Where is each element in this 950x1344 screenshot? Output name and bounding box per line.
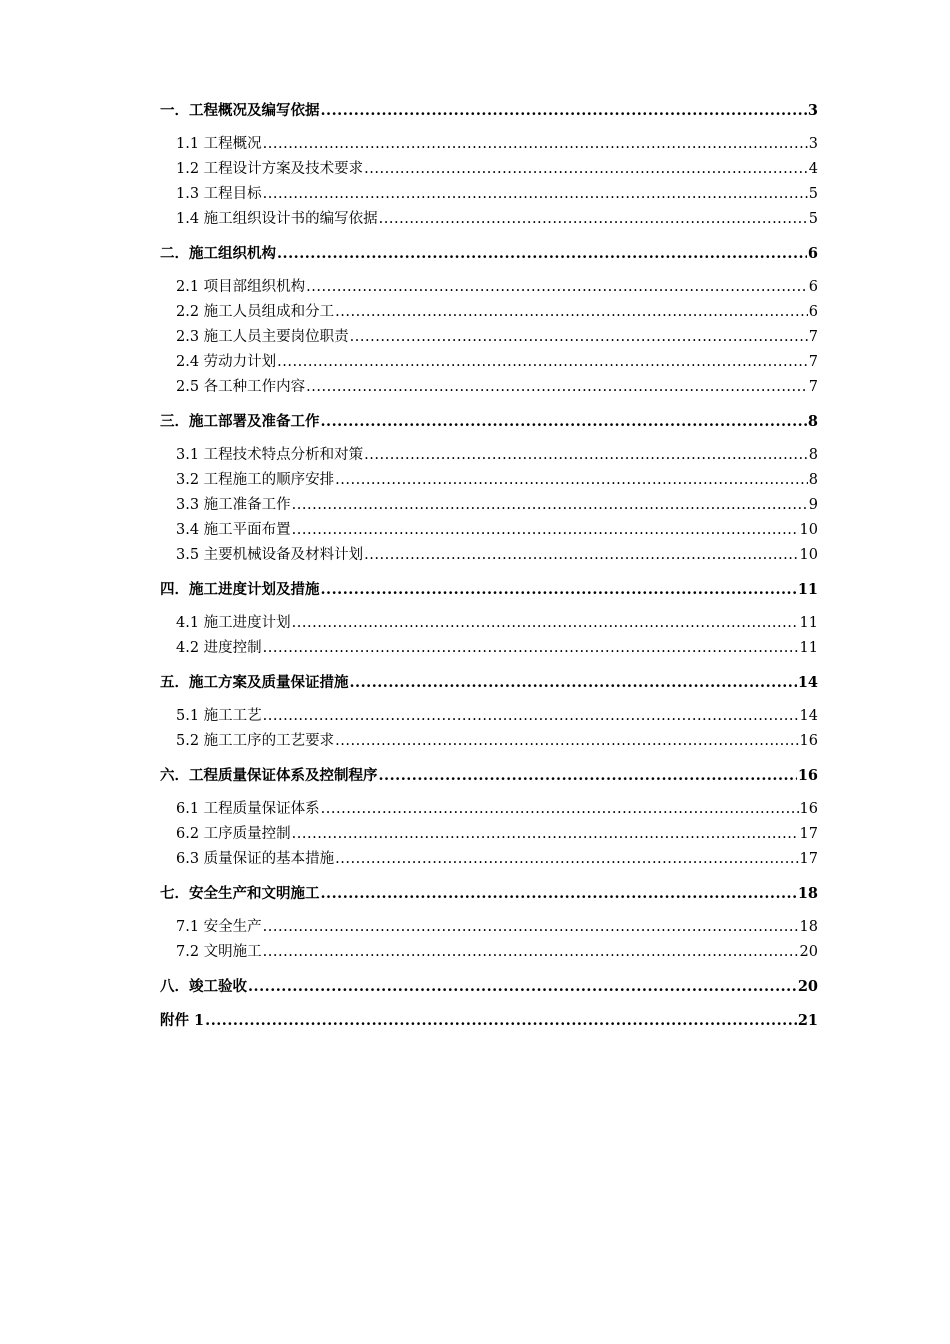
toc-page-number: 10 xyxy=(799,522,818,538)
toc-entry-title: 2.2 施工人员组成和分工 xyxy=(176,304,335,320)
toc-entry-title: 1.2 工程设计方案及技术要求 xyxy=(176,161,364,177)
toc-entry-title: 6.2 工序质量控制 xyxy=(176,826,291,842)
toc-dot-leader xyxy=(263,182,808,207)
toc-section-entry[interactable] xyxy=(160,350,818,375)
toc-dot-leader xyxy=(350,670,797,695)
toc-dot-leader xyxy=(321,797,799,822)
toc-dot-leader xyxy=(277,350,808,375)
toc-entry-title: 2.3 施工人员主要岗位职责 xyxy=(176,329,349,345)
toc-dot-leader xyxy=(364,543,798,568)
toc-entry-title: 6.1 工程质量保证体系 xyxy=(176,801,320,817)
toc-page-number: 11 xyxy=(799,640,818,656)
toc-chapter-entry[interactable] xyxy=(160,409,818,434)
toc-section-entry[interactable] xyxy=(160,468,818,493)
toc-dot-leader xyxy=(364,443,808,468)
toc-section-entry[interactable] xyxy=(160,611,818,636)
toc-page-number: 17 xyxy=(799,826,818,842)
toc-page-number: 14 xyxy=(799,708,818,724)
toc-chapter-entry[interactable] xyxy=(160,763,818,788)
toc-entry-title: 1.4 施工组织设计书的编写依据 xyxy=(176,211,378,227)
toc-entry-title: 6.3 质量保证的基本措施 xyxy=(176,851,335,867)
toc-entry-title: 5.1 施工工艺 xyxy=(176,708,262,724)
toc-entry-title: 2.5 各工种工作内容 xyxy=(176,379,306,395)
toc-entry-title: 三．施工部署及准备工作 xyxy=(160,413,320,430)
toc-page-number: 6 xyxy=(808,304,818,320)
toc-entry-title: 3.4 施工平面布置 xyxy=(176,522,291,538)
toc-page-number: 16 xyxy=(797,767,818,784)
toc-entry-title: 3.3 施工准备工作 xyxy=(176,497,291,513)
toc-entry-title: 一．工程概况及编写依据 xyxy=(160,102,320,119)
toc-page-number: 8 xyxy=(808,472,818,488)
toc-dot-leader xyxy=(263,704,799,729)
toc-dot-leader xyxy=(292,611,799,636)
toc-entry-title: 附件 1 xyxy=(160,1012,205,1029)
toc-page-number: 4 xyxy=(808,161,818,177)
toc-page-number: 16 xyxy=(799,733,818,749)
toc-chapter-entry[interactable] xyxy=(160,670,818,695)
toc-entry-title: 4.2 进度控制 xyxy=(176,640,262,656)
toc-chapter-entry[interactable] xyxy=(160,974,818,999)
toc-chapter-entry[interactable] xyxy=(160,881,818,906)
toc-page-number: 8 xyxy=(808,447,818,463)
toc-dot-leader xyxy=(263,940,799,965)
toc-dot-leader xyxy=(379,763,797,788)
toc-dot-leader xyxy=(263,636,799,661)
toc-page-number: 7 xyxy=(808,354,818,370)
toc-chapter-entry[interactable] xyxy=(160,98,818,123)
toc-section-entry[interactable] xyxy=(160,207,818,232)
toc-dot-leader xyxy=(335,468,808,493)
toc-section-entry[interactable] xyxy=(160,847,818,872)
toc-section-entry[interactable] xyxy=(160,275,818,300)
toc-dot-leader xyxy=(321,409,807,434)
toc-dot-leader xyxy=(364,157,808,182)
toc-section-entry[interactable] xyxy=(160,543,818,568)
toc-page-number: 5 xyxy=(808,186,818,202)
toc-page-number: 16 xyxy=(799,801,818,817)
toc-page-number: 20 xyxy=(799,944,818,960)
toc-dot-leader xyxy=(248,974,797,999)
toc-entry-title: 7.2 文明施工 xyxy=(176,944,262,960)
toc-dot-leader xyxy=(379,207,808,232)
toc-section-entry[interactable] xyxy=(160,182,818,207)
toc-dot-leader xyxy=(292,493,808,518)
toc-section-entry[interactable] xyxy=(160,636,818,661)
toc-entry-title: 2.1 项目部组织机构 xyxy=(176,279,306,295)
toc-dot-leader xyxy=(263,915,799,940)
toc-dot-leader xyxy=(335,847,798,872)
toc-section-entry[interactable] xyxy=(160,132,818,157)
toc-dot-leader xyxy=(306,375,808,400)
toc-section-entry[interactable] xyxy=(160,822,818,847)
toc-entry-title: 2.4 劳动力计划 xyxy=(176,354,277,370)
toc-entry-title: 4.1 施工进度计划 xyxy=(176,615,291,631)
toc-page-number: 11 xyxy=(797,581,818,598)
toc-section-entry[interactable] xyxy=(160,493,818,518)
toc-entry-title: 五．施工方案及质量保证措施 xyxy=(160,674,349,691)
toc-dot-leader xyxy=(335,729,798,754)
toc-entry-title: 1.3 工程目标 xyxy=(176,186,262,202)
toc-chapter-entry[interactable] xyxy=(160,241,818,266)
toc-section-entry[interactable] xyxy=(160,443,818,468)
toc-section-entry[interactable] xyxy=(160,157,818,182)
toc-dot-leader xyxy=(292,822,799,847)
toc-page-number: 11 xyxy=(799,615,818,631)
toc-page-number: 18 xyxy=(799,919,818,935)
toc-page-number: 7 xyxy=(808,379,818,395)
toc-dot-leader xyxy=(321,577,797,602)
toc-dot-leader xyxy=(350,325,808,350)
toc-dot-leader xyxy=(263,132,808,157)
toc-page-number: 18 xyxy=(797,885,818,902)
toc-entry-title: 六．工程质量保证体系及控制程序 xyxy=(160,767,378,784)
toc-page-number: 20 xyxy=(797,978,818,995)
toc-section-entry[interactable] xyxy=(160,915,818,940)
toc-page-number: 6 xyxy=(807,245,818,262)
toc-page-number: 8 xyxy=(807,413,818,430)
toc-entry-title: 3.2 工程施工的顺序安排 xyxy=(176,472,335,488)
toc-dot-leader xyxy=(306,275,808,300)
toc-page-number: 17 xyxy=(799,851,818,867)
toc-entry-title: 八．竣工验收 xyxy=(160,978,247,995)
toc-section-entry[interactable] xyxy=(160,704,818,729)
toc-page-number: 6 xyxy=(808,279,818,295)
toc-dot-leader xyxy=(205,1008,797,1033)
toc-page-number: 9 xyxy=(808,497,818,513)
toc-section-entry[interactable] xyxy=(160,518,818,543)
toc-section-entry[interactable] xyxy=(160,325,818,350)
toc-entry-title: 1.1 工程概况 xyxy=(176,136,262,152)
toc-entry-title: 3.5 主要机械设备及材料计划 xyxy=(176,547,364,563)
toc-page-number: 14 xyxy=(797,674,818,691)
toc-section-entry[interactable] xyxy=(160,940,818,965)
toc-entry-title: 四．施工进度计划及措施 xyxy=(160,581,320,598)
toc-section-entry[interactable] xyxy=(160,375,818,400)
toc-page-number: 3 xyxy=(808,136,818,152)
toc-dot-leader xyxy=(277,241,807,266)
toc-chapter-entry[interactable] xyxy=(160,1008,818,1033)
toc-entry-title: 七．安全生产和文明施工 xyxy=(160,885,320,902)
toc-page-number: 21 xyxy=(797,1012,818,1029)
toc-page-number: 7 xyxy=(808,329,818,345)
toc-section-entry[interactable] xyxy=(160,797,818,822)
toc-section-entry[interactable] xyxy=(160,729,818,754)
toc-page-number: 3 xyxy=(807,102,818,119)
toc-dot-leader xyxy=(335,300,808,325)
toc-page-number: 10 xyxy=(799,547,818,563)
toc-section-entry[interactable] xyxy=(160,300,818,325)
toc-entry-title: 二．施工组织机构 xyxy=(160,245,276,262)
toc-page-number: 5 xyxy=(808,211,818,227)
toc-entry-title: 5.2 施工工序的工艺要求 xyxy=(176,733,335,749)
toc-entry-title: 3.1 工程技术特点分析和对策 xyxy=(176,447,364,463)
toc-dot-leader xyxy=(292,518,799,543)
toc-dot-leader xyxy=(321,881,797,906)
table-of-contents xyxy=(160,98,818,1033)
toc-entry-title: 7.1 安全生产 xyxy=(176,919,262,935)
toc-dot-leader xyxy=(321,98,807,123)
toc-chapter-entry[interactable] xyxy=(160,577,818,602)
